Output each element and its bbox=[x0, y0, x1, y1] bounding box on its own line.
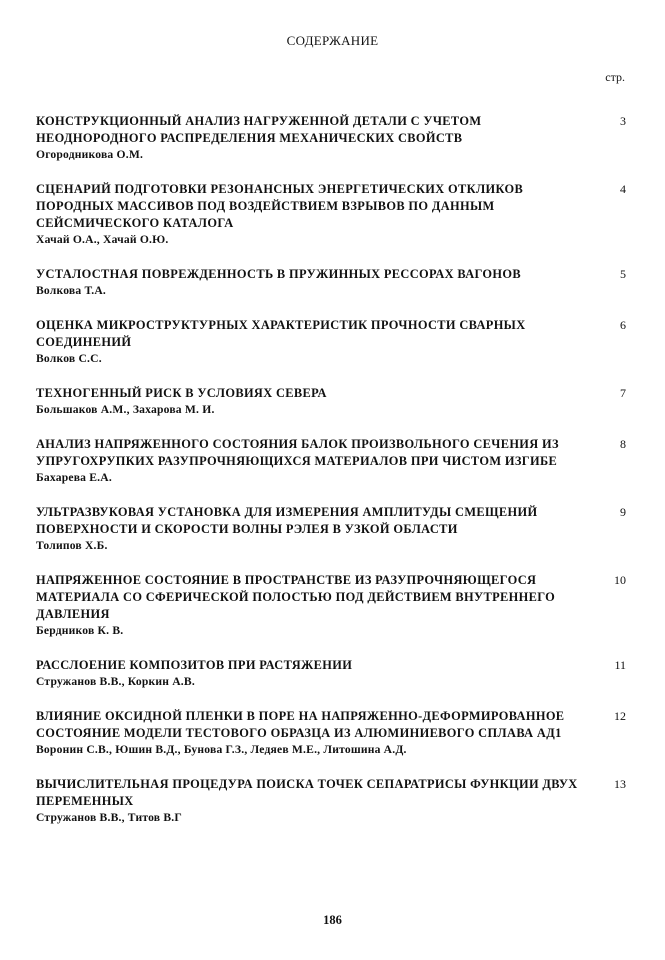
toc-entry-title: АНАЛИЗ НАПРЯЖЕННОГО СОСТОЯНИЯ БАЛОК ПРОИЗВОЛЬНОГО СЕЧЕНИЯ ИЗ УПРУГОХРУПКИХ РАЗУПРОЧНЯЮЩИХСЯ МАТЕРИАЛОВ ПРИ ЧИСТОМ ИЗГИБЕ bbox=[36, 437, 559, 468]
toc-entry-title: НАПРЯЖЕННОЕ СОСТОЯНИЕ В ПРОСТРАНСТВЕ ИЗ РАЗУПРОЧНЯЮЩЕГОСЯ МАТЕРИАЛА СО СФЕРИЧЕСКОЙ ПОЛОСТЬЮ ПОД ДЕЙСТВИЕМ ВНУТРЕННЕГО ДАВЛЕНИЯ bbox=[36, 573, 556, 621]
toc-entry-page: 11 bbox=[614, 658, 626, 672]
toc-entry bbox=[36, 657, 632, 689]
toc-entry bbox=[36, 504, 632, 553]
toc-entry-authors: Бахарева Е.А. bbox=[36, 471, 112, 484]
toc-entry-title: СЦЕНАРИЙ ПОДГОТОВКИ РЕЗОНАНСНЫХ ЭНЕРГЕТИЧЕСКИХ ОТКЛИКОВ ПОРОДНЫХ МАССИВОВ ПОД ВОЗДЕЙСТВИЕМ ВЗРЫВОВ ПО ДАННЫМ СЕЙСМИЧЕСКОГО КАТАЛОГА bbox=[36, 182, 524, 230]
table-of-contents bbox=[36, 113, 632, 844]
toc-entry bbox=[36, 181, 632, 247]
toc-entry bbox=[36, 113, 632, 162]
toc-entry-title: ОЦЕНКА МИКРОСТРУКТУРНЫХ ХАРАКТЕРИСТИК ПРОЧНОСТИ СВАРНЫХ СОЕДИНЕНИЙ bbox=[36, 318, 526, 349]
toc-entry-title: ВЫЧИСЛИТЕЛЬНАЯ ПРОЦЕДУРА ПОИСКА ТОЧЕК СЕПАРАТРИСЫ ФУНКЦИИ ДВУХ ПЕРЕМЕННЫХ bbox=[36, 777, 578, 808]
toc-entry-authors: Хачай О.А., Хачай О.Ю. bbox=[36, 233, 169, 246]
toc-entry-title: КОНСТРУКЦИОННЫЙ АНАЛИЗ НАГРУЖЕННОЙ ДЕТАЛИ С УЧЕТОМ НЕОДНОРОДНОГО РАСПРЕДЕЛЕНИЯ МЕХАНИЧЕСКИХ СВОЙСТВ bbox=[36, 114, 482, 145]
toc-entry-title: ТЕХНОГЕННЫЙ РИСК В УСЛОВИЯХ СЕВЕРА bbox=[36, 386, 327, 400]
toc-entry-page: 5 bbox=[620, 267, 626, 281]
toc-entry-title: ВЛИЯНИЕ ОКСИДНОЙ ПЛЕНКИ В ПОРЕ НА НАПРЯЖЕННО-ДЕФОРМИРОВАННОЕ СОСТОЯНИЕ МОДЕЛИ ТЕСТОВОГО ОБРАЗЦА ИЗ АЛЮМИНИЕВОГО СПЛАВА АД1 bbox=[36, 709, 565, 740]
toc-entry bbox=[36, 317, 632, 366]
toc-entry bbox=[36, 776, 632, 825]
toc-entry-authors: Стружанов В.В., Титов В.Г bbox=[36, 811, 182, 824]
page-column-label: стр. bbox=[605, 70, 625, 84]
toc-entry bbox=[36, 385, 632, 417]
toc-entry-title: УЛЬТРАЗВУКОВАЯ УСТАНОВКА ДЛЯ ИЗМЕРЕНИЯ АМПЛИТУДЫ СМЕЩЕНИЙ ПОВЕРХНОСТИ И СКОРОСТИ ВОЛНЫ РЭЛЕЯ В УЗКОЙ ОБЛАСТИ bbox=[36, 505, 538, 536]
toc-entry-page: 3 bbox=[620, 114, 626, 128]
toc-entry-page: 12 bbox=[614, 709, 626, 723]
toc-entry-page: 8 bbox=[620, 437, 626, 451]
toc-entry-page: 6 bbox=[620, 318, 626, 332]
toc-entry-authors: Огородникова О.М. bbox=[36, 148, 144, 161]
toc-entry-authors: Волков С.С. bbox=[36, 352, 102, 365]
toc-entry-authors: Волкова Т.А. bbox=[36, 284, 107, 297]
toc-entry-page: 7 bbox=[620, 386, 626, 400]
toc-entry bbox=[36, 572, 632, 638]
page-title: СОДЕРЖАНИЕ bbox=[286, 33, 379, 48]
toc-entry-authors: Стружанов В.В., Коркин А.В. bbox=[36, 675, 195, 688]
toc-entry bbox=[36, 266, 632, 298]
toc-entry-authors: Большаков А.М., Захарова М. И. bbox=[36, 403, 215, 416]
toc-entry-authors: Воронин С.В., Юшин В.Д., Бунова Г.З., Ледяев М.Е., Литошина А.Д. bbox=[36, 743, 407, 756]
footer-page-number: 186 bbox=[323, 913, 342, 927]
toc-entry-authors: Бердников К. В. bbox=[36, 624, 124, 637]
toc-entry bbox=[36, 708, 632, 757]
toc-entry-page: 10 bbox=[614, 573, 626, 587]
toc-entry-page: 13 bbox=[614, 777, 626, 791]
toc-entry bbox=[36, 436, 632, 485]
toc-entry-page: 4 bbox=[620, 182, 626, 196]
toc-entry-title: РАССЛОЕНИЕ КОМПОЗИТОВ ПРИ РАСТЯЖЕНИИ bbox=[36, 658, 353, 672]
toc-entry-title: УСТАЛОСТНАЯ ПОВРЕЖДЕННОСТЬ В ПРУЖИННЫХ РЕССОРАХ ВАГОНОВ bbox=[36, 267, 521, 281]
toc-entry-page: 9 bbox=[620, 505, 626, 519]
toc-entry-authors: Толипов Х.Б. bbox=[36, 539, 108, 552]
